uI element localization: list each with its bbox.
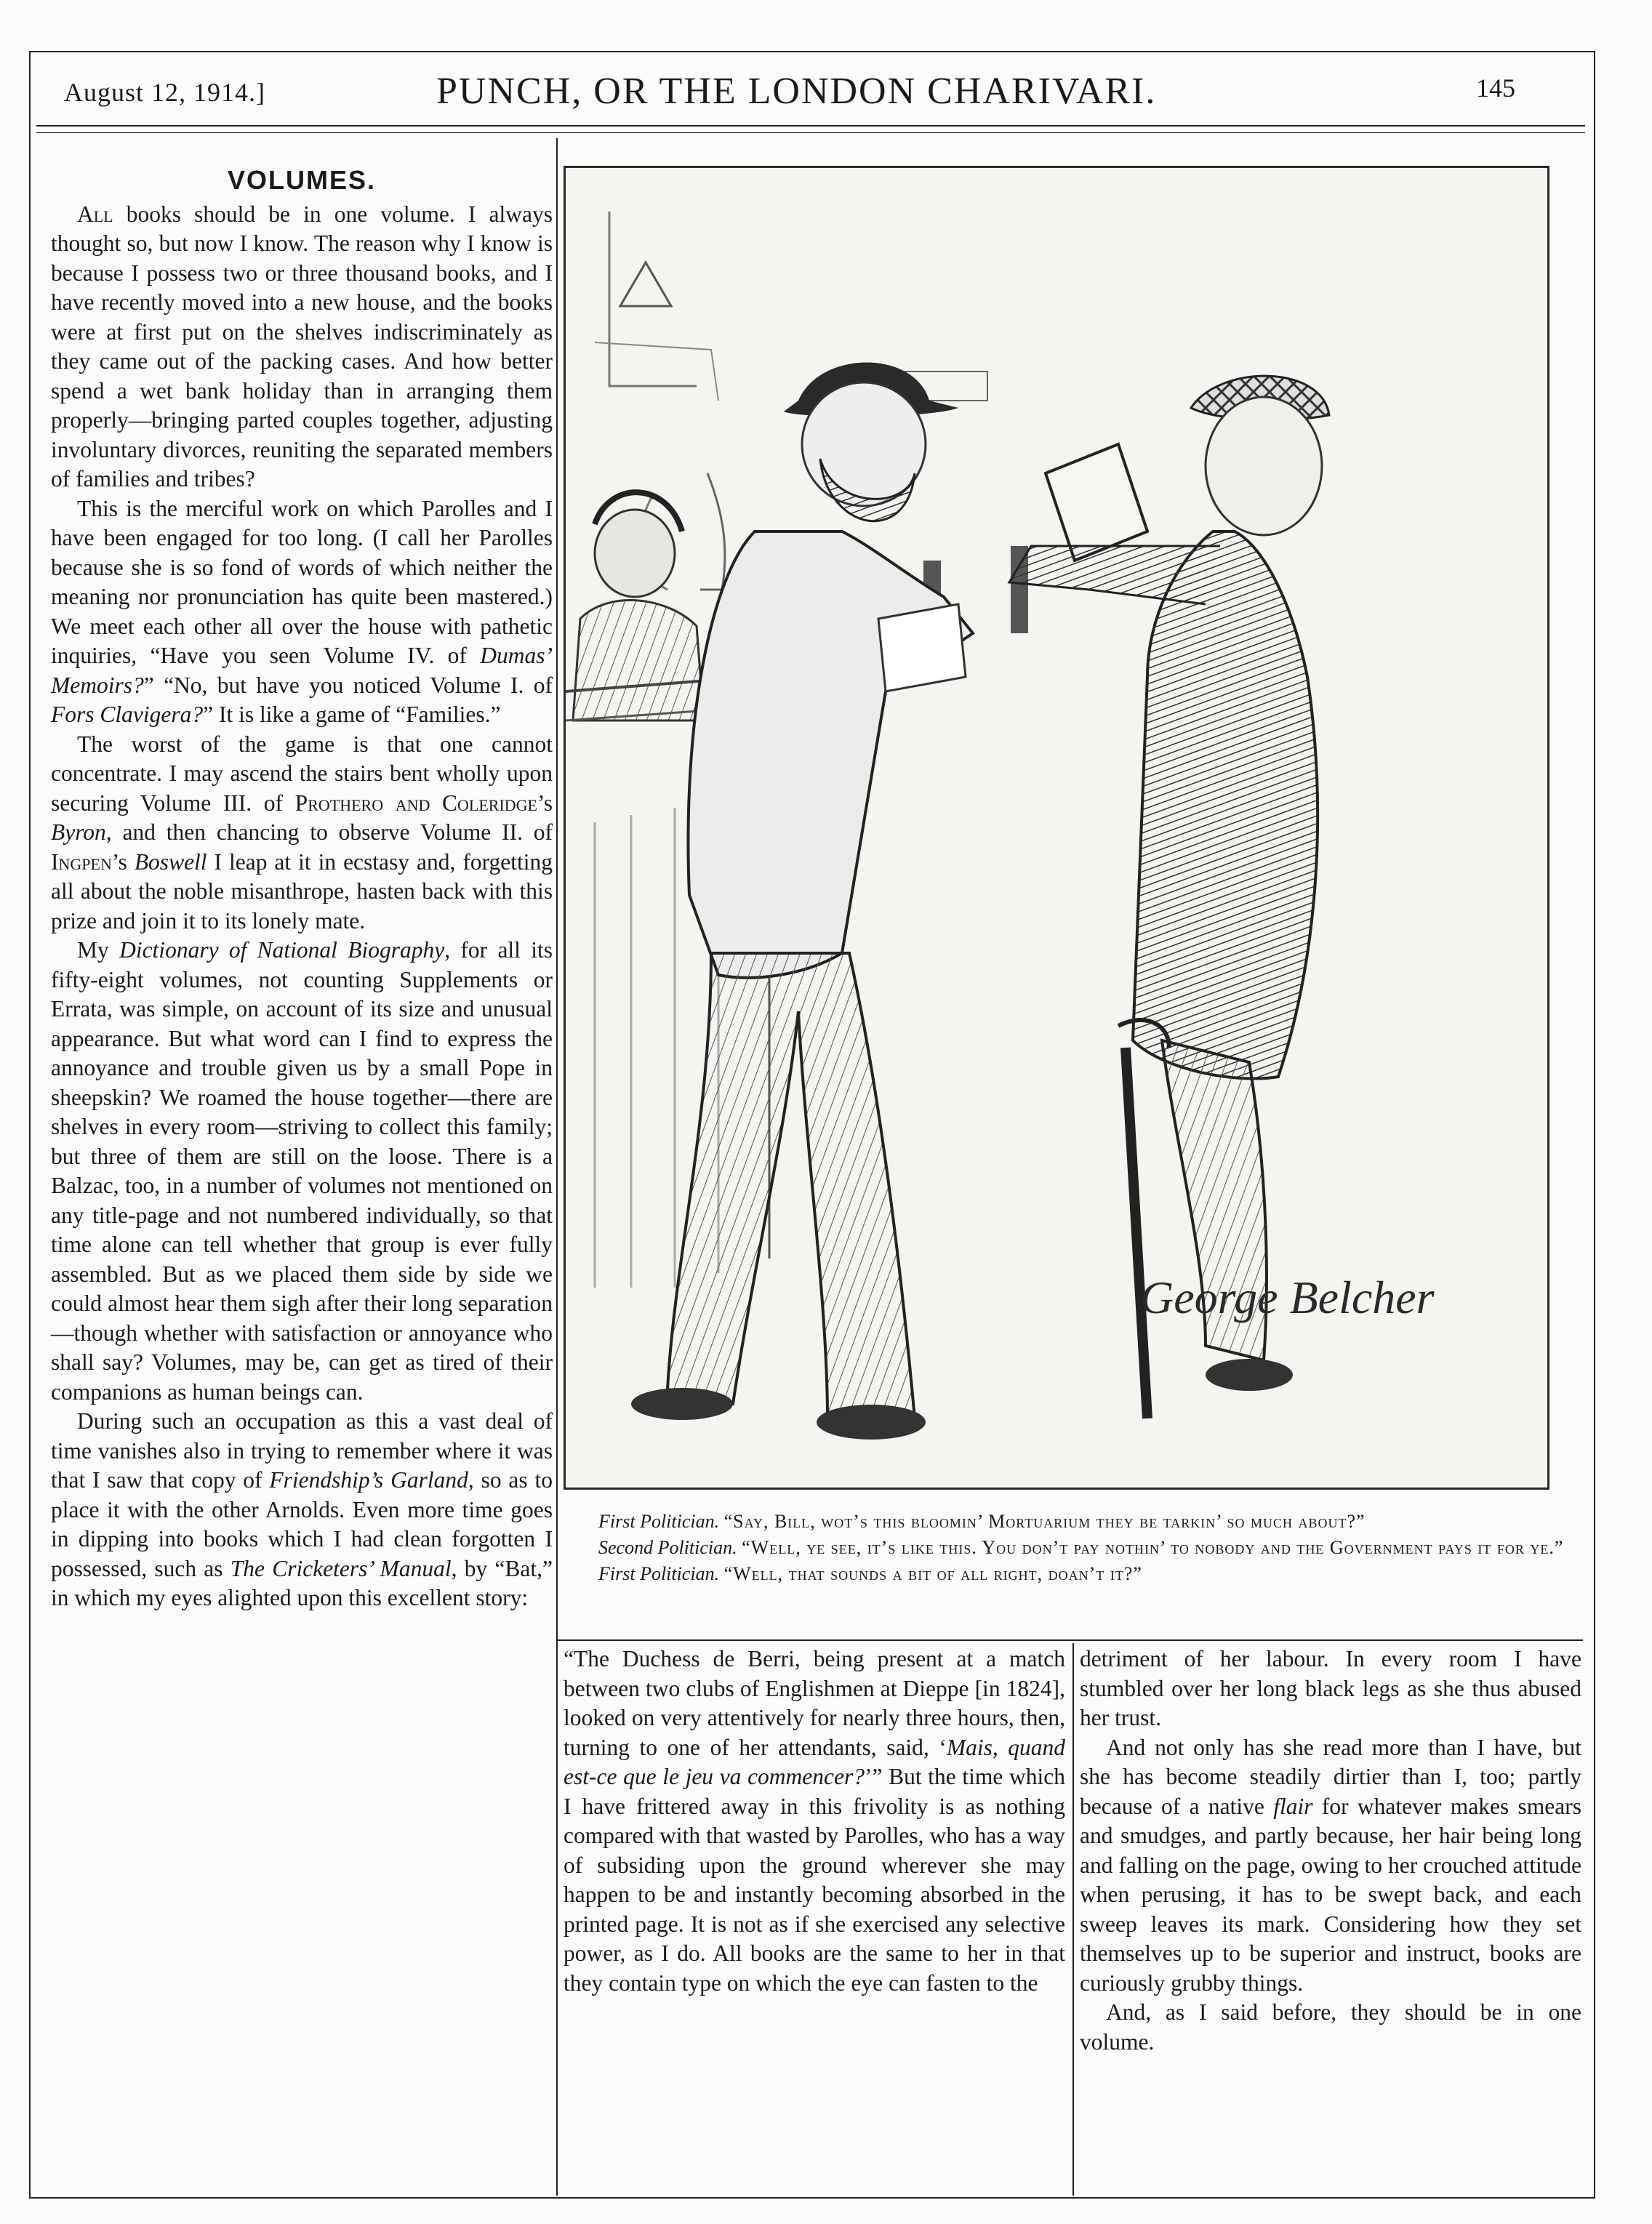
- paragraph: And not only has she read more than I have, but she has become steadily dirtier than I, too; partly because of a native flair for whatever makes smears and smudges, and partly because, her hair being long and falling on the page, owing to her crouched attitude when perusing, it has to be swept back, and each sweep leaves its mark. Considering how they set themselves up to be superior and instruct, books are curiously grubby things.: [1080, 1734, 1581, 1996]
- column-divider: [556, 138, 558, 2196]
- paragraph: This is the merciful work on which Parolles and I have been engaged for too long. (I call her Parolles because she is so fond of words of which neither the meaning nor pronunciation has quite been mastered.) We meet each other all over the house with pathetic inquiries, “Have you seen Volume IV. of Dumas’ Memoirs?” “No, but have you noticed Volume I. of Fors Clavigera?” It is like a game of “Families.”: [51, 495, 553, 727]
- paragraph: My Dictionary of National Biography, for all its fifty-eight volumes, not counting Supplements or Errata, was simple, on account of its size and unusual appearance. But what word can I find to express the annoyance and trouble given us by a small Pope in sheepskin? We roamed the house together—there are shelves in every room—striving to collect this family; but three of them are still on the loose. There is a Balzac, too, in a number of volumes not mentioned on any title-page and not numbered individually, so that time alone can tell whether that group is ever fully assembled. But as we placed them side by side we could almost hear them sigh after their long separation—though whether with satisfaction or annoyance who shall say? Volumes, may be, can get as tired of their companions as human beings can.: [51, 937, 553, 1405]
- caption-line: Second Politician. “Well, ye see, it’s like this. You don’t pay nothin’ to nobody and the Government pays it for ye.”: [598, 1537, 1564, 1558]
- cartoon-caption: [564, 1509, 1578, 1587]
- cartoon-drawing: [566, 168, 1547, 1488]
- paragraph: All books should be in one volume. I always thought so, but now I know. The reason why I know is because I possess two or three thousand books, and I have recently moved into a new house, and the books were at first put on the shelves indiscriminately as they came out of the packing cases. And how better spend a wet bank holiday than in arranging them properly—bringing parted couples together, adjusting involuntary divorces, reuniting the separated members of families and tribes?: [51, 201, 553, 491]
- paragraph: And, as I said before, they should be in one volume.: [1080, 1999, 1581, 2055]
- caption-line: First Politician. “Say, Bill, wot’s this bloomin’ Mortuarium they be tarkin’ so much about?”: [598, 1511, 1366, 1532]
- cartoon-illustration: [564, 166, 1549, 1490]
- page-header: [29, 57, 1592, 122]
- middle-column: [564, 1645, 1065, 1998]
- artist-signature: George Belcher: [1140, 1272, 1435, 1323]
- paragraph: “The Duchess de Berri, being present at a match between two clubs of Englishmen at Dieppe [in 1824], looked on very attentively for nearly three hours, then, turning to one of her attendants, said, ‘Mais, quand est-ce que le jeu va commencer?’” But the time which I have frittered away in this frivolity is as nothing compared with that wasted by Parolles, who has a way of subsiding upon the ground wherever she may happen to be and instantly becoming absorbed in the printed page. It is not as if she exercised any selective power, as I do. All books are the same to her in that they contain type on which the eye can fasten to the: [564, 1646, 1065, 1996]
- article-title: VOLUMES.: [227, 165, 376, 195]
- column-divider: [1072, 1643, 1074, 2196]
- caption-line: First Politician. “Well, that sounds a bit of all right, doan’t it?”: [598, 1563, 1142, 1584]
- left-column: [51, 166, 553, 1613]
- masthead-title: PUNCH, OR THE LONDON CHARIVARI.: [436, 71, 1157, 112]
- caption-rule: [556, 1639, 1583, 1641]
- header-rule-thin: [36, 132, 1585, 133]
- right-column: [1080, 1645, 1581, 2057]
- page-number: 145: [1476, 73, 1515, 103]
- header-rule: [36, 125, 1585, 127]
- paragraph: detriment of her labour. In every room I have stumbled over her long black legs as she thus abused her trust.: [1080, 1646, 1581, 1730]
- paragraph: The worst of the game is that one cannot concentrate. I may ascend the stairs bent wholly upon securing Volume III. of Prothero and Coleridge’s Byron, and then chancing to observe Volume II. of Ingpen’s Boswell I leap at it in ecstasy and, forgetting all about the noble misanthrope, hasten back with this prize and join it to its lonely mate.: [51, 731, 553, 934]
- paragraph: During such an occupation as this a vast deal of time vanishes also in trying to remember where it was that I saw that copy of Friendship’s Garland, so as to place it with the other Arnolds. Even more time goes in dipping into books which I had clean forgotten I possessed, such as The Cricketers’ Manual, by “Bat,” in which my eyes alighted upon this excellent story:: [51, 1408, 553, 1610]
- issue-date: August 12, 1914.]: [64, 78, 265, 107]
